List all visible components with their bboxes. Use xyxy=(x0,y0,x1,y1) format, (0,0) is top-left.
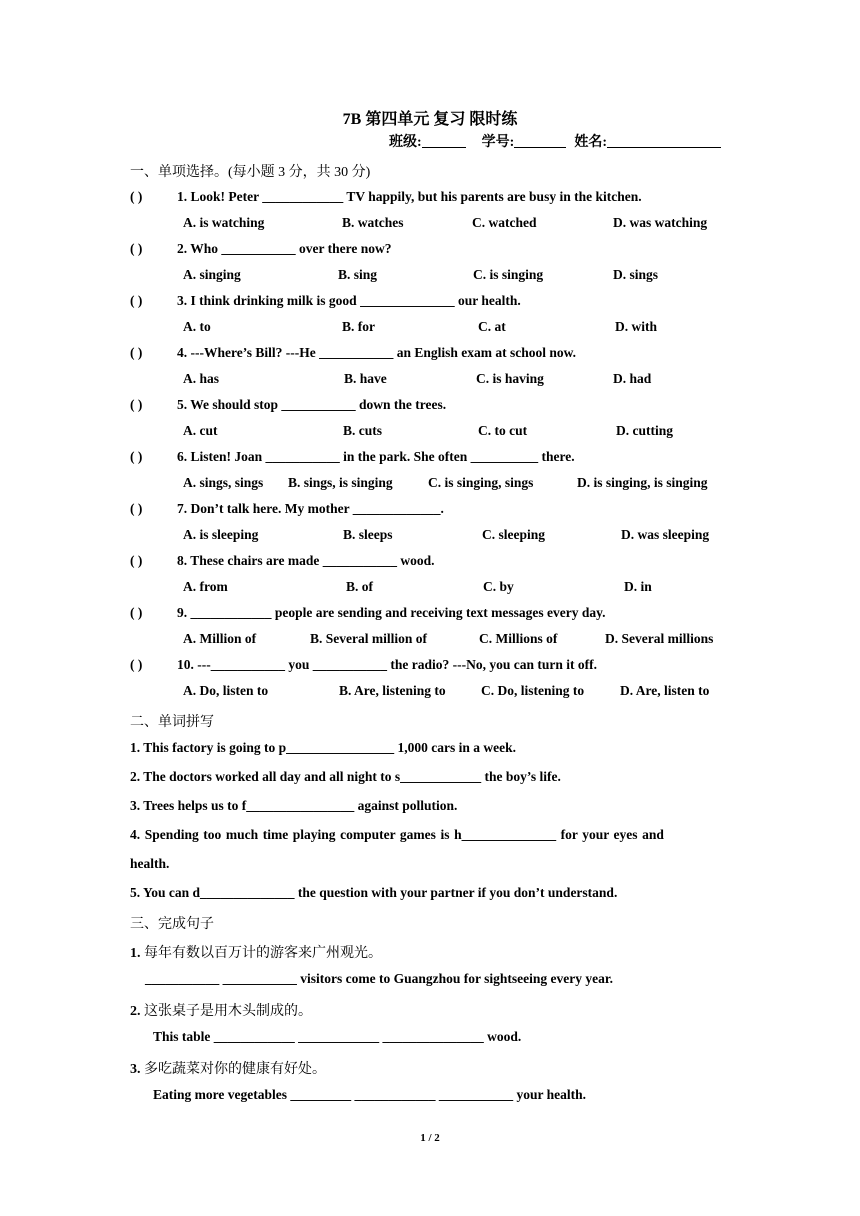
question-text: 6. Listen! Joan ___________ in the park. She often __________ there. xyxy=(177,449,575,464)
option-a: A. to xyxy=(183,319,211,334)
option-c: C. at xyxy=(478,319,506,334)
answer-paren[interactable]: ( ) xyxy=(130,449,143,464)
spelling-item-3: 3. Trees helps us to f________________ against pollution. xyxy=(130,798,458,813)
option-c: C. sleeping xyxy=(482,527,546,542)
name-label: 姓名: xyxy=(574,135,608,150)
option-a: A. is watching xyxy=(183,215,265,230)
option-a: A. Do, listen to xyxy=(183,683,269,698)
question-text: 9. ____________ people are sending and receiving text messages every day. xyxy=(177,605,606,620)
option-c: C. Do, listening to xyxy=(481,683,585,698)
option-c: C. watched xyxy=(472,215,537,230)
sentence-number: 1. xyxy=(130,946,141,961)
section-1-heading: 一、单项选择。(每小题 3 分，共 30 分) xyxy=(130,165,371,180)
name-blank[interactable] xyxy=(607,133,721,148)
question-text: 5. We should stop ___________ down the trees. xyxy=(177,397,447,412)
option-d: D. Are, listen to xyxy=(620,683,710,698)
sentence-2-chinese xyxy=(130,1000,312,1020)
option-a: A. Million of xyxy=(183,631,257,646)
option-d: D. cutting xyxy=(616,423,673,438)
section-2-heading: 二、单词拼写 xyxy=(130,715,214,730)
chinese-prompt: 每年有数以百万计的游客来广州观光。 xyxy=(144,946,382,961)
question-4 xyxy=(130,345,576,361)
option-d: D. was sleeping xyxy=(621,527,710,542)
number-label: 学号: xyxy=(481,135,515,150)
spelling-item-1: 1. This factory is going to p________________ 1,000 cars in a week. xyxy=(130,740,517,755)
option-b: B. sings, is singing xyxy=(288,475,393,490)
option-b: B. for xyxy=(342,319,375,334)
answer-paren[interactable]: ( ) xyxy=(130,501,143,516)
answer-paren[interactable]: ( ) xyxy=(130,345,143,360)
option-d: D. had xyxy=(613,371,652,386)
answer-paren[interactable]: ( ) xyxy=(130,293,143,308)
student-info xyxy=(389,131,721,151)
answer-paren[interactable]: ( ) xyxy=(130,553,143,568)
question-text: 8. These chairs are made ___________ wood. xyxy=(177,553,435,568)
option-d: D. Several millions xyxy=(605,631,714,646)
option-c: C. to cut xyxy=(478,423,528,438)
option-a: A. has xyxy=(183,371,220,386)
option-b: B. of xyxy=(346,579,373,594)
option-b: B. Several million of xyxy=(310,631,427,646)
sentence-2-english: This table ____________ ____________ _______________ wood. xyxy=(153,1029,522,1044)
option-a: A. from xyxy=(183,579,228,594)
question-text: 4. ---Where’s Bill? ---He ___________ an English exam at school now. xyxy=(177,345,576,360)
option-c: C. by xyxy=(483,579,514,594)
sentence-1-chinese xyxy=(130,942,382,962)
spelling-item-2: 2. The doctors worked all day and all night to s____________ the boy’s life. xyxy=(130,769,561,784)
question-3 xyxy=(130,293,521,309)
option-d: D. sings xyxy=(613,267,659,282)
question-text: 3. I think drinking milk is good ______________ our health. xyxy=(177,293,521,308)
sentence-number: 3. xyxy=(130,1062,141,1077)
option-c: C. Millions of xyxy=(479,631,558,646)
option-b: B. have xyxy=(344,371,387,386)
chinese-prompt: 多吃蔬菜对你的健康有好处。 xyxy=(144,1062,326,1077)
sentence-1-english: ___________ ___________ visitors come to Guangzhou for sightseeing every year. xyxy=(145,971,613,986)
class-label: 班级: xyxy=(389,135,422,150)
question-text: 7. Don’t talk here. My mother _____________. xyxy=(177,501,444,516)
chinese-prompt: 这张桌子是用木头制成的。 xyxy=(144,1004,312,1019)
option-b: B. sing xyxy=(338,267,378,282)
question-7 xyxy=(130,501,444,517)
answer-paren[interactable]: ( ) xyxy=(130,189,143,204)
option-b: B. Are, listening to xyxy=(339,683,446,698)
answer-paren[interactable]: ( ) xyxy=(130,397,143,412)
option-d: D. with xyxy=(615,319,658,334)
option-b: B. sleeps xyxy=(343,527,393,542)
option-a: A. singing xyxy=(183,267,241,282)
spelling-item-5: 5. You can d______________ the question with your partner if you don’t understand. xyxy=(130,885,618,900)
section-3-heading: 三、完成句子 xyxy=(130,917,214,932)
option-c: C. is having xyxy=(476,371,544,386)
option-a: A. is sleeping xyxy=(183,527,259,542)
class-blank[interactable] xyxy=(422,133,466,148)
answer-paren[interactable]: ( ) xyxy=(130,241,143,256)
question-text: 1. Look! Peter ____________ TV happily, but his parents are busy in the kitchen. xyxy=(177,189,642,204)
sentence-number: 2. xyxy=(130,1004,141,1019)
question-6 xyxy=(130,449,575,465)
question-8 xyxy=(130,553,435,569)
option-a: A. cut xyxy=(183,423,218,438)
option-d: D. in xyxy=(624,579,652,594)
number-blank[interactable] xyxy=(514,133,566,148)
sentence-3-chinese xyxy=(130,1058,326,1078)
option-d: D. was watching xyxy=(613,215,708,230)
question-5 xyxy=(130,397,446,413)
answer-paren[interactable]: ( ) xyxy=(130,605,143,620)
option-b: B. cuts xyxy=(343,423,383,438)
question-text: 2. Who ___________ over there now? xyxy=(177,241,392,256)
option-d: D. is singing, is singing xyxy=(577,475,708,490)
spelling-item-4: 4. Spending too much time playing computer games is h______________ for your eyes and xyxy=(130,827,664,842)
sentence-3-english: Eating more vegetables _________ ____________ ___________ your health. xyxy=(153,1087,586,1102)
option-a: A. sings, sings xyxy=(183,475,264,490)
question-9 xyxy=(130,605,605,621)
question-text: 10. ---___________ you ___________ the radio? ---No, you can turn it off. xyxy=(177,657,597,672)
spelling-item-4-continued: health. xyxy=(130,856,170,871)
page-title: 7B 第四单元 复习 限时练 xyxy=(342,111,518,128)
option-c: C. is singing, sings xyxy=(428,475,534,490)
page-number: 1 / 2 xyxy=(420,1132,440,1144)
option-b: B. watches xyxy=(342,215,404,230)
option-c: C. is singing xyxy=(473,267,544,282)
answer-paren[interactable]: ( ) xyxy=(130,657,143,672)
question-2 xyxy=(130,241,392,257)
question-10 xyxy=(130,657,597,673)
question-1 xyxy=(130,189,642,205)
